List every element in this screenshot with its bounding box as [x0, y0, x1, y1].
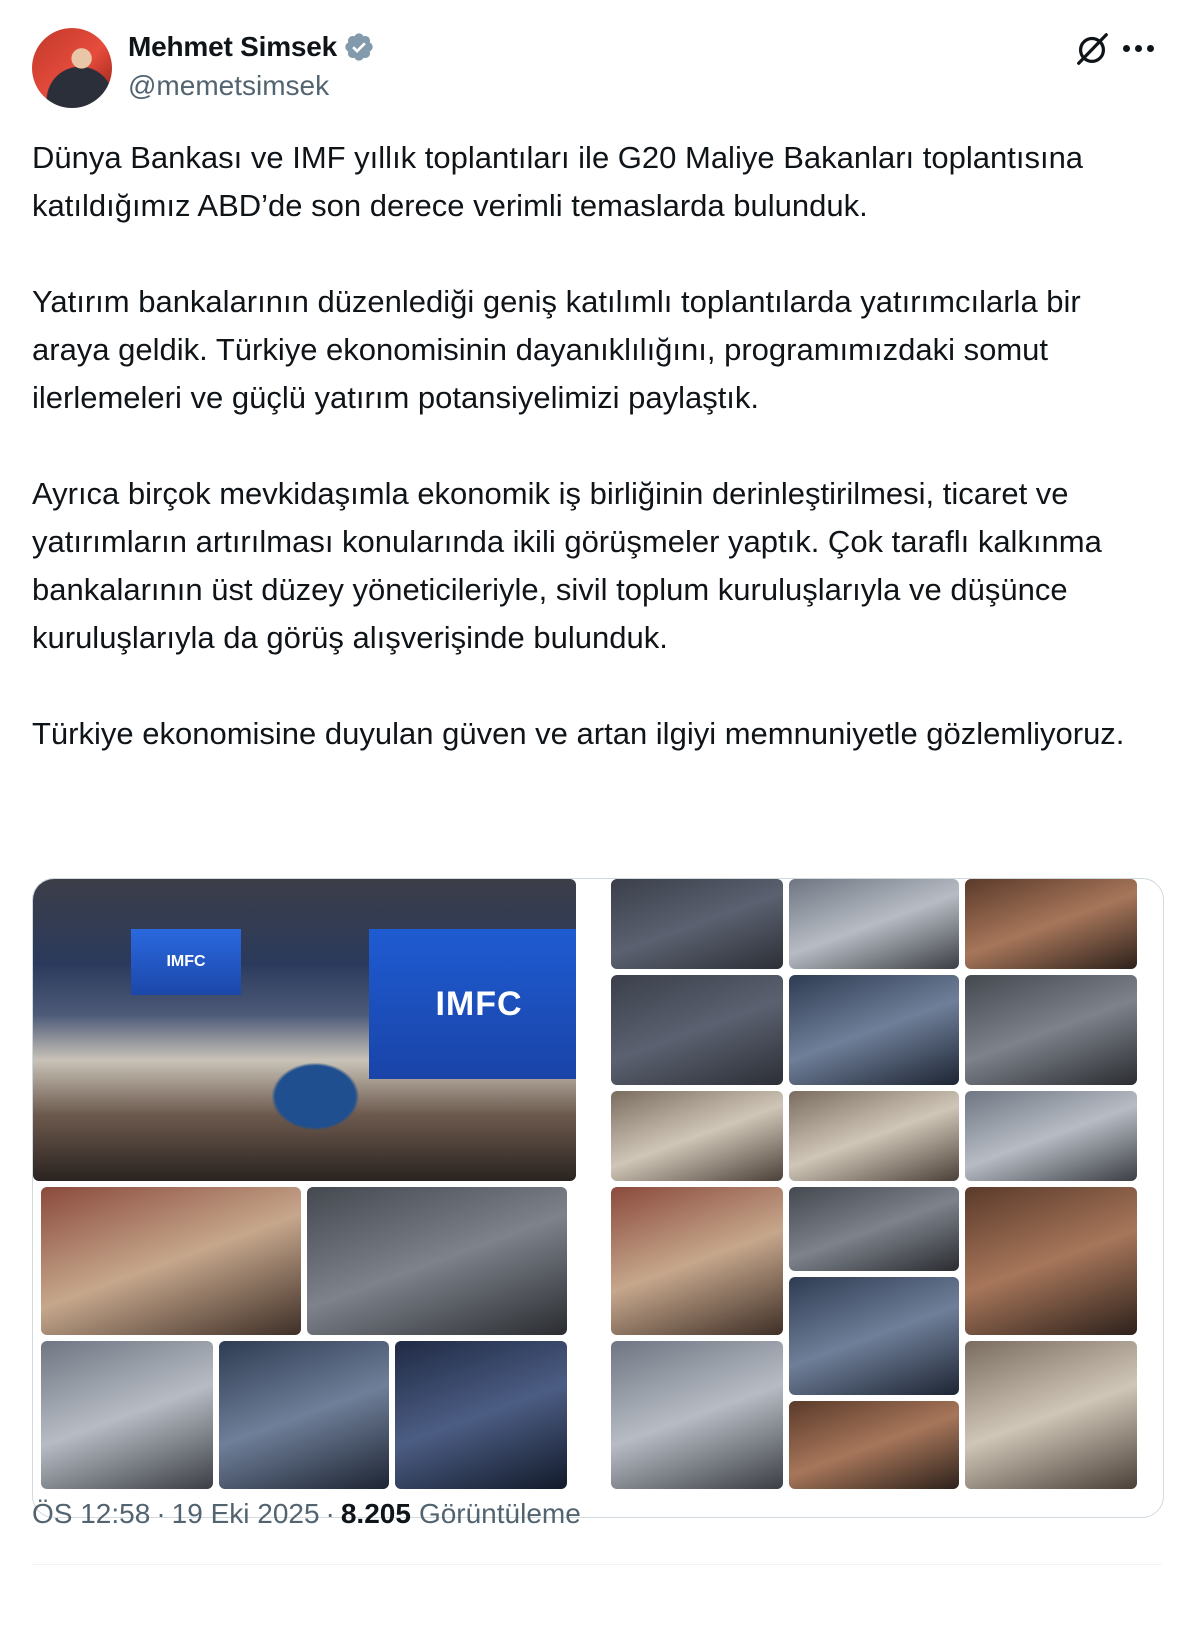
meta-separator: ·	[325, 1498, 335, 1529]
photo-thumbnail	[611, 975, 783, 1085]
tweet-paragraph-3: Ayrıca birçok mevkidaşımla ekonomik iş birliğinin derinleştirilmesi, ticaret ve yatırımların artırılması konularında ikili görüşmeler yaptık. Çok taraflı kalkınma bankalarının üst düzey yöneticileriyle, sivil toplum kuruluşlarıyla ve düşünce kuruluşlarıyla da görüş alışverişinde bulunduk.	[32, 476, 1102, 655]
verified-badge-icon	[343, 31, 375, 63]
views-label: Görüntüleme	[418, 1498, 581, 1529]
photo-thumbnail	[611, 879, 783, 969]
tweet-date[interactable]: 19 Eki 2025	[171, 1498, 320, 1529]
divider	[32, 1564, 1162, 1565]
photo-thumbnail	[219, 1341, 389, 1489]
more-dots-icon[interactable]	[1123, 45, 1157, 55]
photo-thumbnail	[307, 1187, 567, 1335]
photo-thumbnail	[789, 879, 959, 969]
views-count[interactable]: 8.205	[340, 1498, 411, 1529]
grok-icon[interactable]	[1073, 30, 1111, 68]
photo-thumbnail	[789, 1277, 959, 1395]
author-block	[128, 28, 375, 102]
photo-thumbnail	[611, 1187, 783, 1335]
photo-thumbnail	[789, 1401, 959, 1489]
photo-thumbnail	[41, 1187, 301, 1335]
author-handle[interactable]: @memetsimsek	[128, 70, 330, 101]
photo-collage-right[interactable]	[611, 879, 1163, 1517]
avatar[interactable]	[32, 28, 112, 108]
photo-thumbnail	[611, 1091, 783, 1181]
photo-imfc-meeting	[33, 879, 576, 1181]
photo-thumbnail	[41, 1341, 213, 1489]
tweet-paragraph-1: Dünya Bankası ve IMF yıllık toplantıları ile G20 Maliye Bakanları toplantısına katıldığımız ABD’de son derece verimli temaslarda bulunduk.	[32, 140, 1084, 223]
photo-thumbnail	[965, 1091, 1137, 1181]
photo-thumbnail	[789, 975, 959, 1085]
media-container	[32, 878, 1164, 1518]
photo-collage-left[interactable]	[33, 879, 599, 1517]
author-name[interactable]: Mehmet Simsek	[128, 31, 338, 62]
photo-thumbnail	[965, 1187, 1137, 1335]
tweet-paragraph-4: Türkiye ekonomisine duyulan güven ve artan ilgiyi memnuniyetle gözlemliyoruz.	[32, 716, 1125, 751]
photo-thumbnail	[789, 1091, 959, 1181]
photo-thumbnail	[965, 975, 1137, 1085]
tweet-paragraph-2: Yatırım bankalarının düzenlediği geniş katılımlı toplantılarda yatırımcılarla bir araya geldik. Türkiye ekonomisinin dayanıklılığını, programımızdaki somut ilerlemeleri ve güçlü yatırım potansiyelimizi paylaştık.	[32, 284, 1081, 415]
imfc-screen-small: IMFC	[131, 929, 241, 995]
tweet-time[interactable]: ÖS 12:58	[32, 1498, 151, 1529]
photo-thumbnail	[965, 1341, 1137, 1489]
meta-separator: ·	[156, 1498, 166, 1529]
photo-thumbnail	[611, 1341, 783, 1489]
photo-thumbnail	[789, 1187, 959, 1271]
imfc-screen-large: IMFC	[369, 929, 576, 1079]
photo-thumbnail	[395, 1341, 567, 1489]
tweet-meta	[32, 1498, 581, 1530]
name-row	[128, 28, 375, 66]
tweet-text	[32, 134, 1162, 758]
photo-thumbnail	[965, 879, 1137, 969]
